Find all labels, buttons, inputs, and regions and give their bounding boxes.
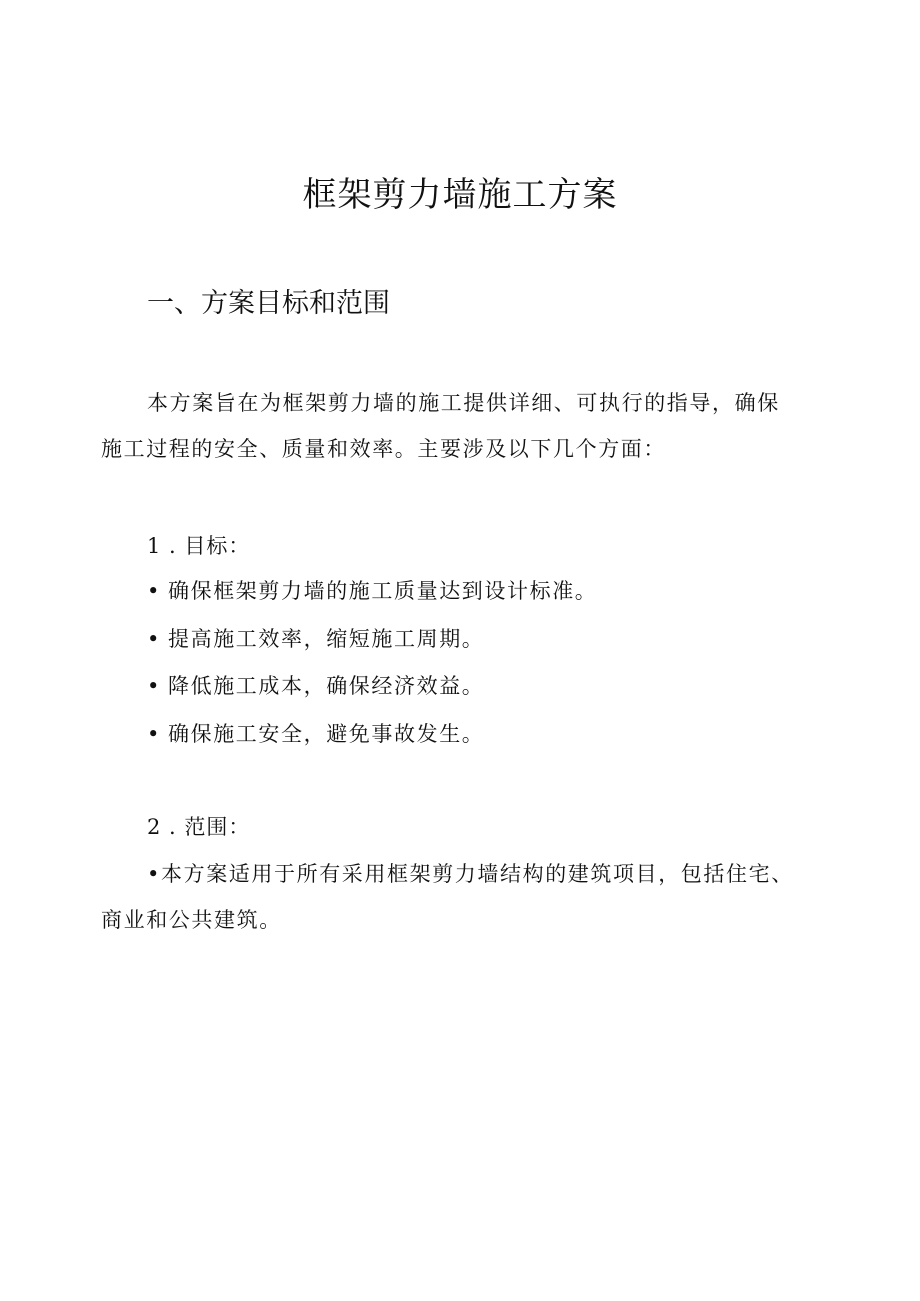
list-item (147, 718, 597, 766)
section-heading: 一、方案目标和范围 (147, 288, 390, 319)
list-item (147, 575, 597, 623)
scope-heading: 2 . 范围： (147, 815, 251, 839)
bullet-icon: • (147, 721, 161, 746)
bullet-icon: • (147, 674, 161, 698)
intro-paragraph (101, 380, 801, 472)
bullet-icon: • (147, 862, 161, 886)
scope-paragraph (101, 851, 801, 943)
scope-text: 本方案适用于所有采用框架剪力墙结构的建筑项目，包括住宅、商业和公共建筑。 (101, 862, 794, 932)
bullet-icon: • (147, 579, 161, 603)
list-item (147, 670, 597, 718)
list-item-text: 确保框架剪力墙的施工质量达到设计标准。 (168, 579, 598, 603)
list-item-text: 确保施工安全，避免事故发生。 (168, 721, 485, 746)
intro-text: 本方案旨在为框架剪力墙的施工提供详细、可执行的指导，确保施工过程的安全、质量和效率。主要涉及以下几个方面： (101, 391, 780, 461)
goals-list (147, 575, 597, 765)
document-title: 框架剪力墙施工方案 (302, 175, 618, 215)
list-item-text: 提高施工效率，缩短施工周期。 (168, 626, 485, 651)
bullet-icon: • (147, 626, 161, 651)
goals-heading: 1 . 目标： (147, 534, 251, 558)
list-item-text: 降低施工成本，确保经济效益。 (168, 674, 485, 698)
list-item (147, 623, 597, 671)
